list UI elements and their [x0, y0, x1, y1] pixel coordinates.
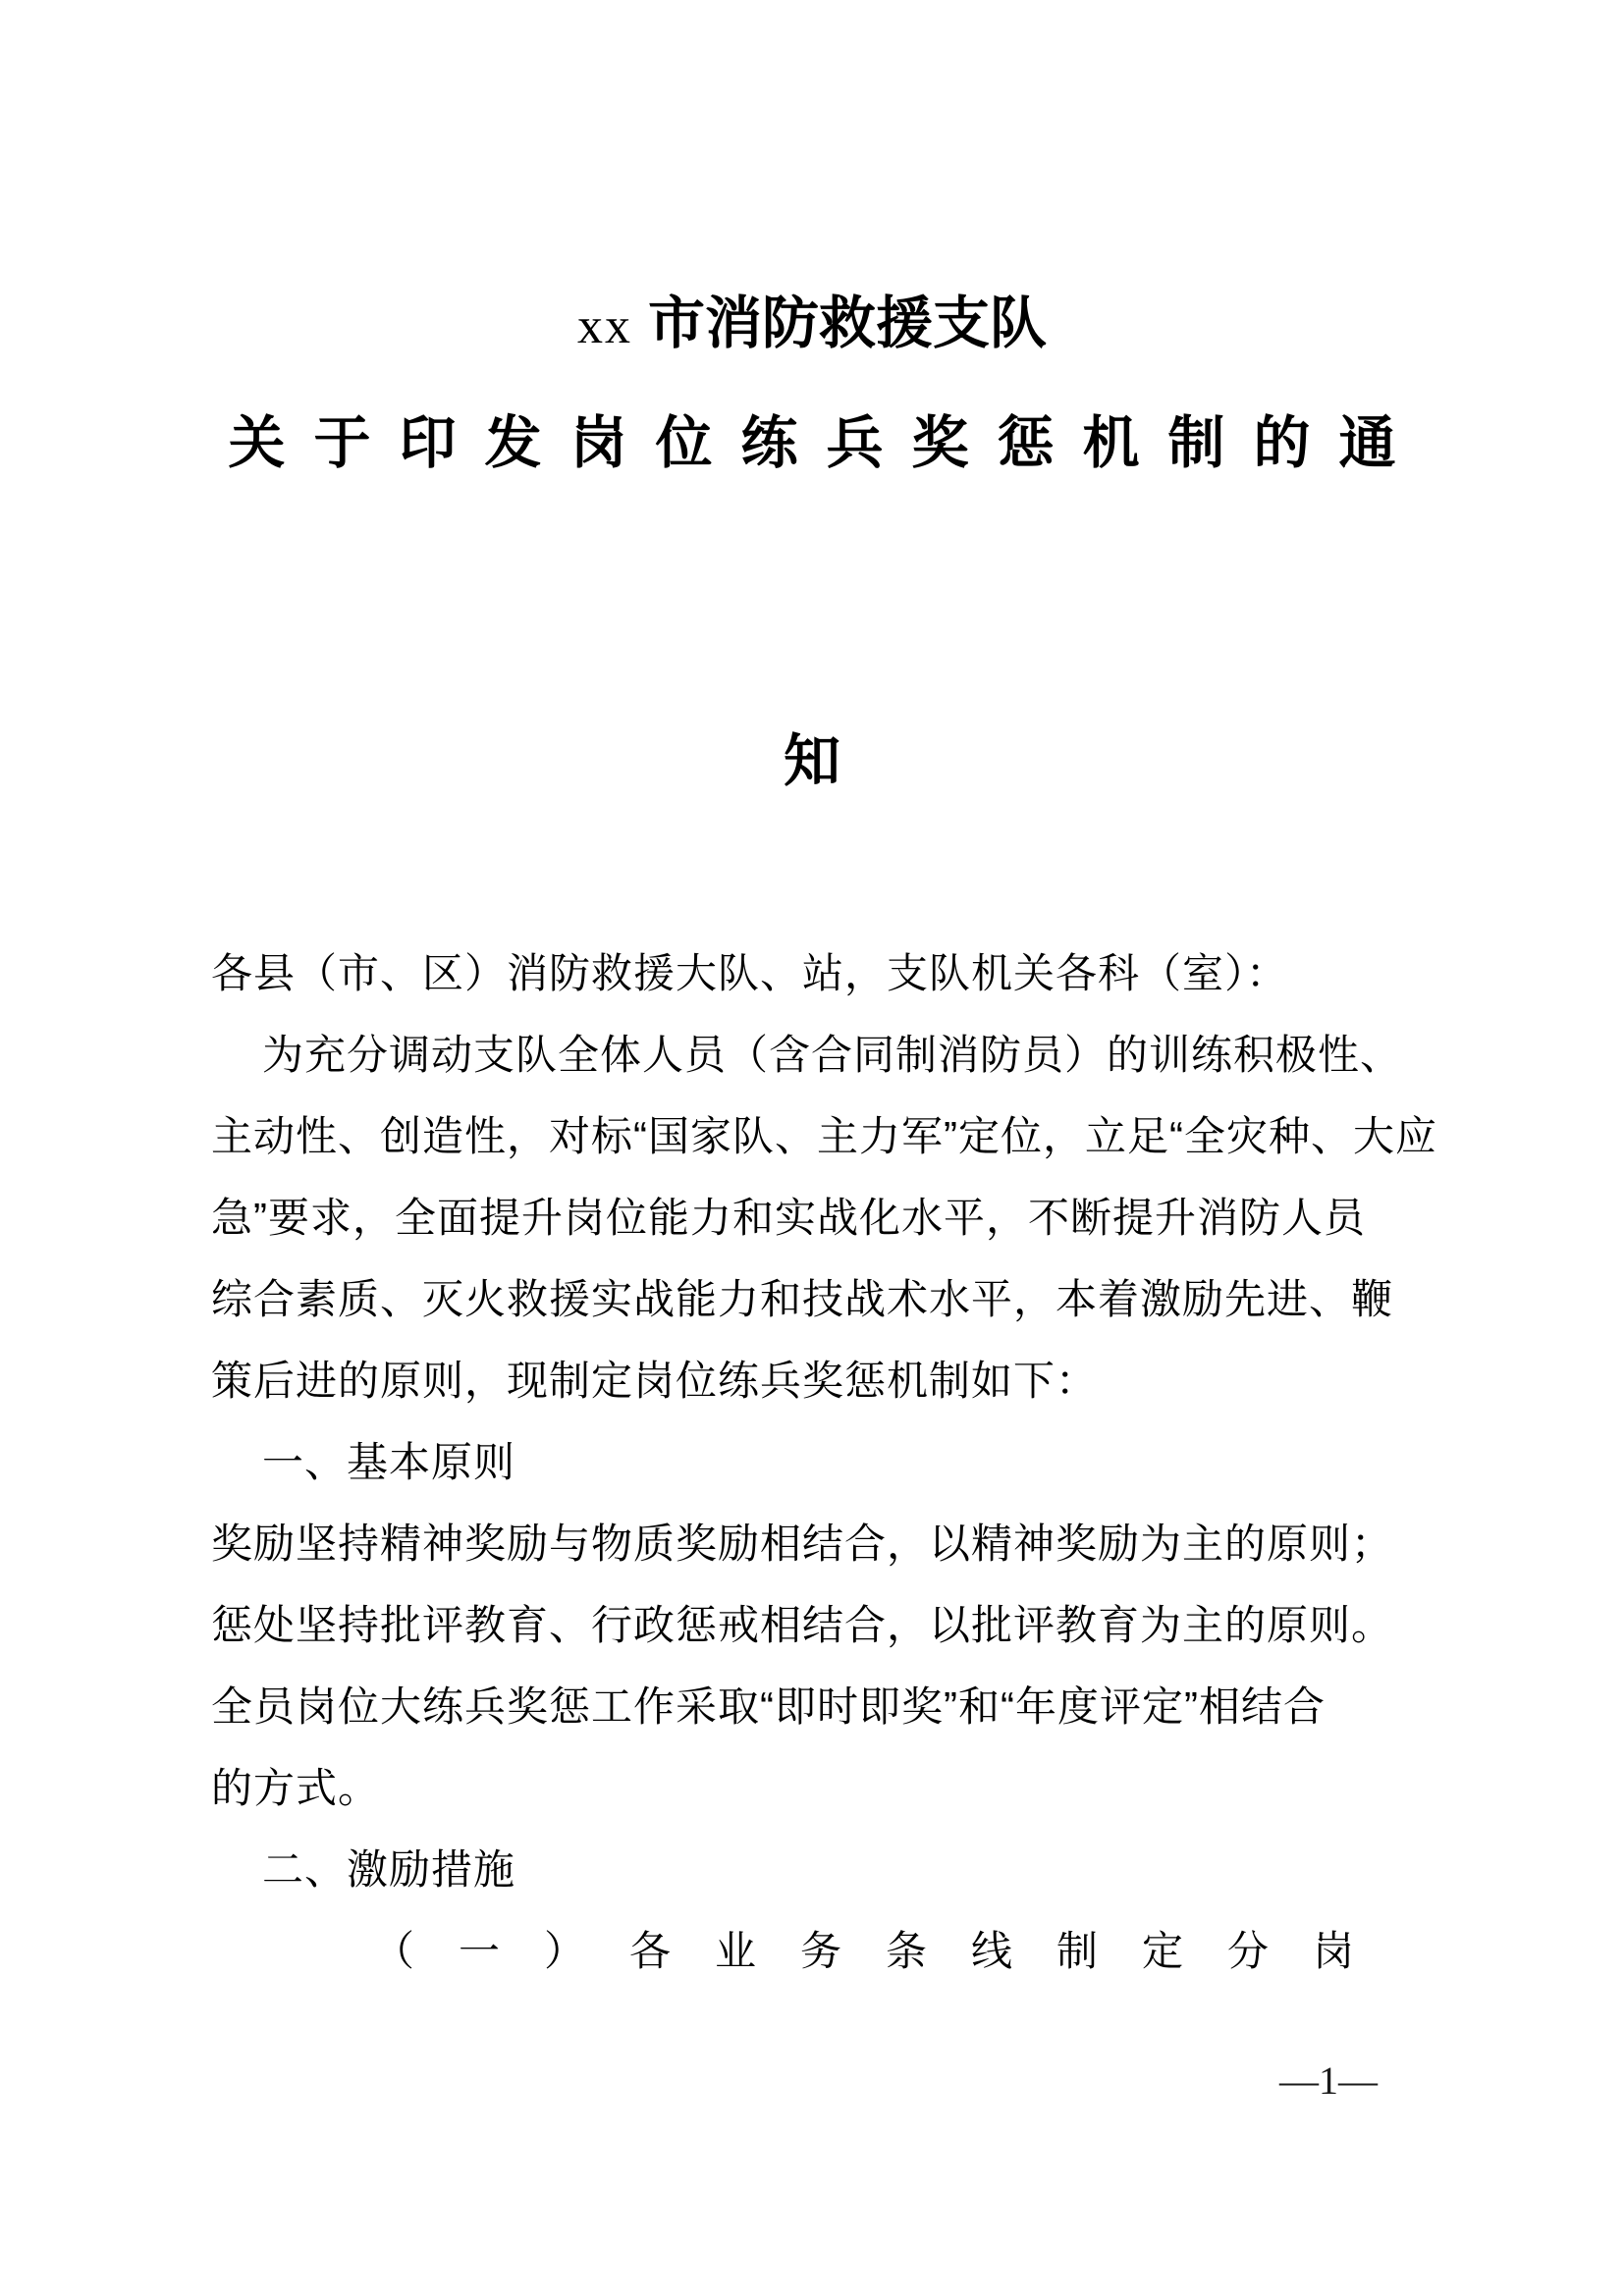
body-line: 全员岗位大练兵奖惩工作采取“即时即奖”和“年度评定”相结合 [211, 1683, 1326, 1730]
body-line: 综合素质、灭火救援实战能力和技战术水平，本着激励先进、鞭 [211, 1276, 1394, 1322]
salutation-line: 各县（市、区）消防救援大队、站，支队机关各科（室）： [211, 950, 1289, 996]
document-body [211, 933, 1437, 1992]
title-line1-text: 市消防救援支队 [647, 292, 1047, 355]
body-line: 主动性、创造性，对标“国家队、主力军”定位，立足“全灾种、大应 [211, 1113, 1437, 1159]
document-title-line2: 关于印发岗位练兵奖惩机制的通 [228, 411, 1425, 475]
document-title-line3: 知 [783, 729, 840, 793]
page-number: —1— [1279, 2058, 1378, 2103]
section-heading: 二、激励措施 [262, 1846, 516, 1893]
document-title-line1 [0, 287, 1624, 364]
body-line: 惩处坚持批评教育、行政惩戒相结合，以批评教育为主的原则。 [211, 1602, 1394, 1648]
body-line: 的方式。 [211, 1765, 381, 1811]
subsection-heading: （一）各业务条线制定分岗 [373, 1928, 1399, 1974]
section-heading: 一、基本原则 [262, 1439, 516, 1485]
title-prefix: xx [576, 298, 632, 354]
body-line: 奖励坚持精神奖励与物质奖励相结合，以精神奖励为主的原则； [211, 1521, 1394, 1567]
body-line: 急”要求，全面提升岗位能力和实战化水平，不断提升消防人员 [211, 1195, 1366, 1241]
body-line: 策后进的原则，现制定岗位练兵奖惩机制如下： [211, 1358, 1099, 1404]
body-line: 为充分调动支队全体人员（含合同制消防员）的训练积极性、 [262, 1032, 1403, 1078]
